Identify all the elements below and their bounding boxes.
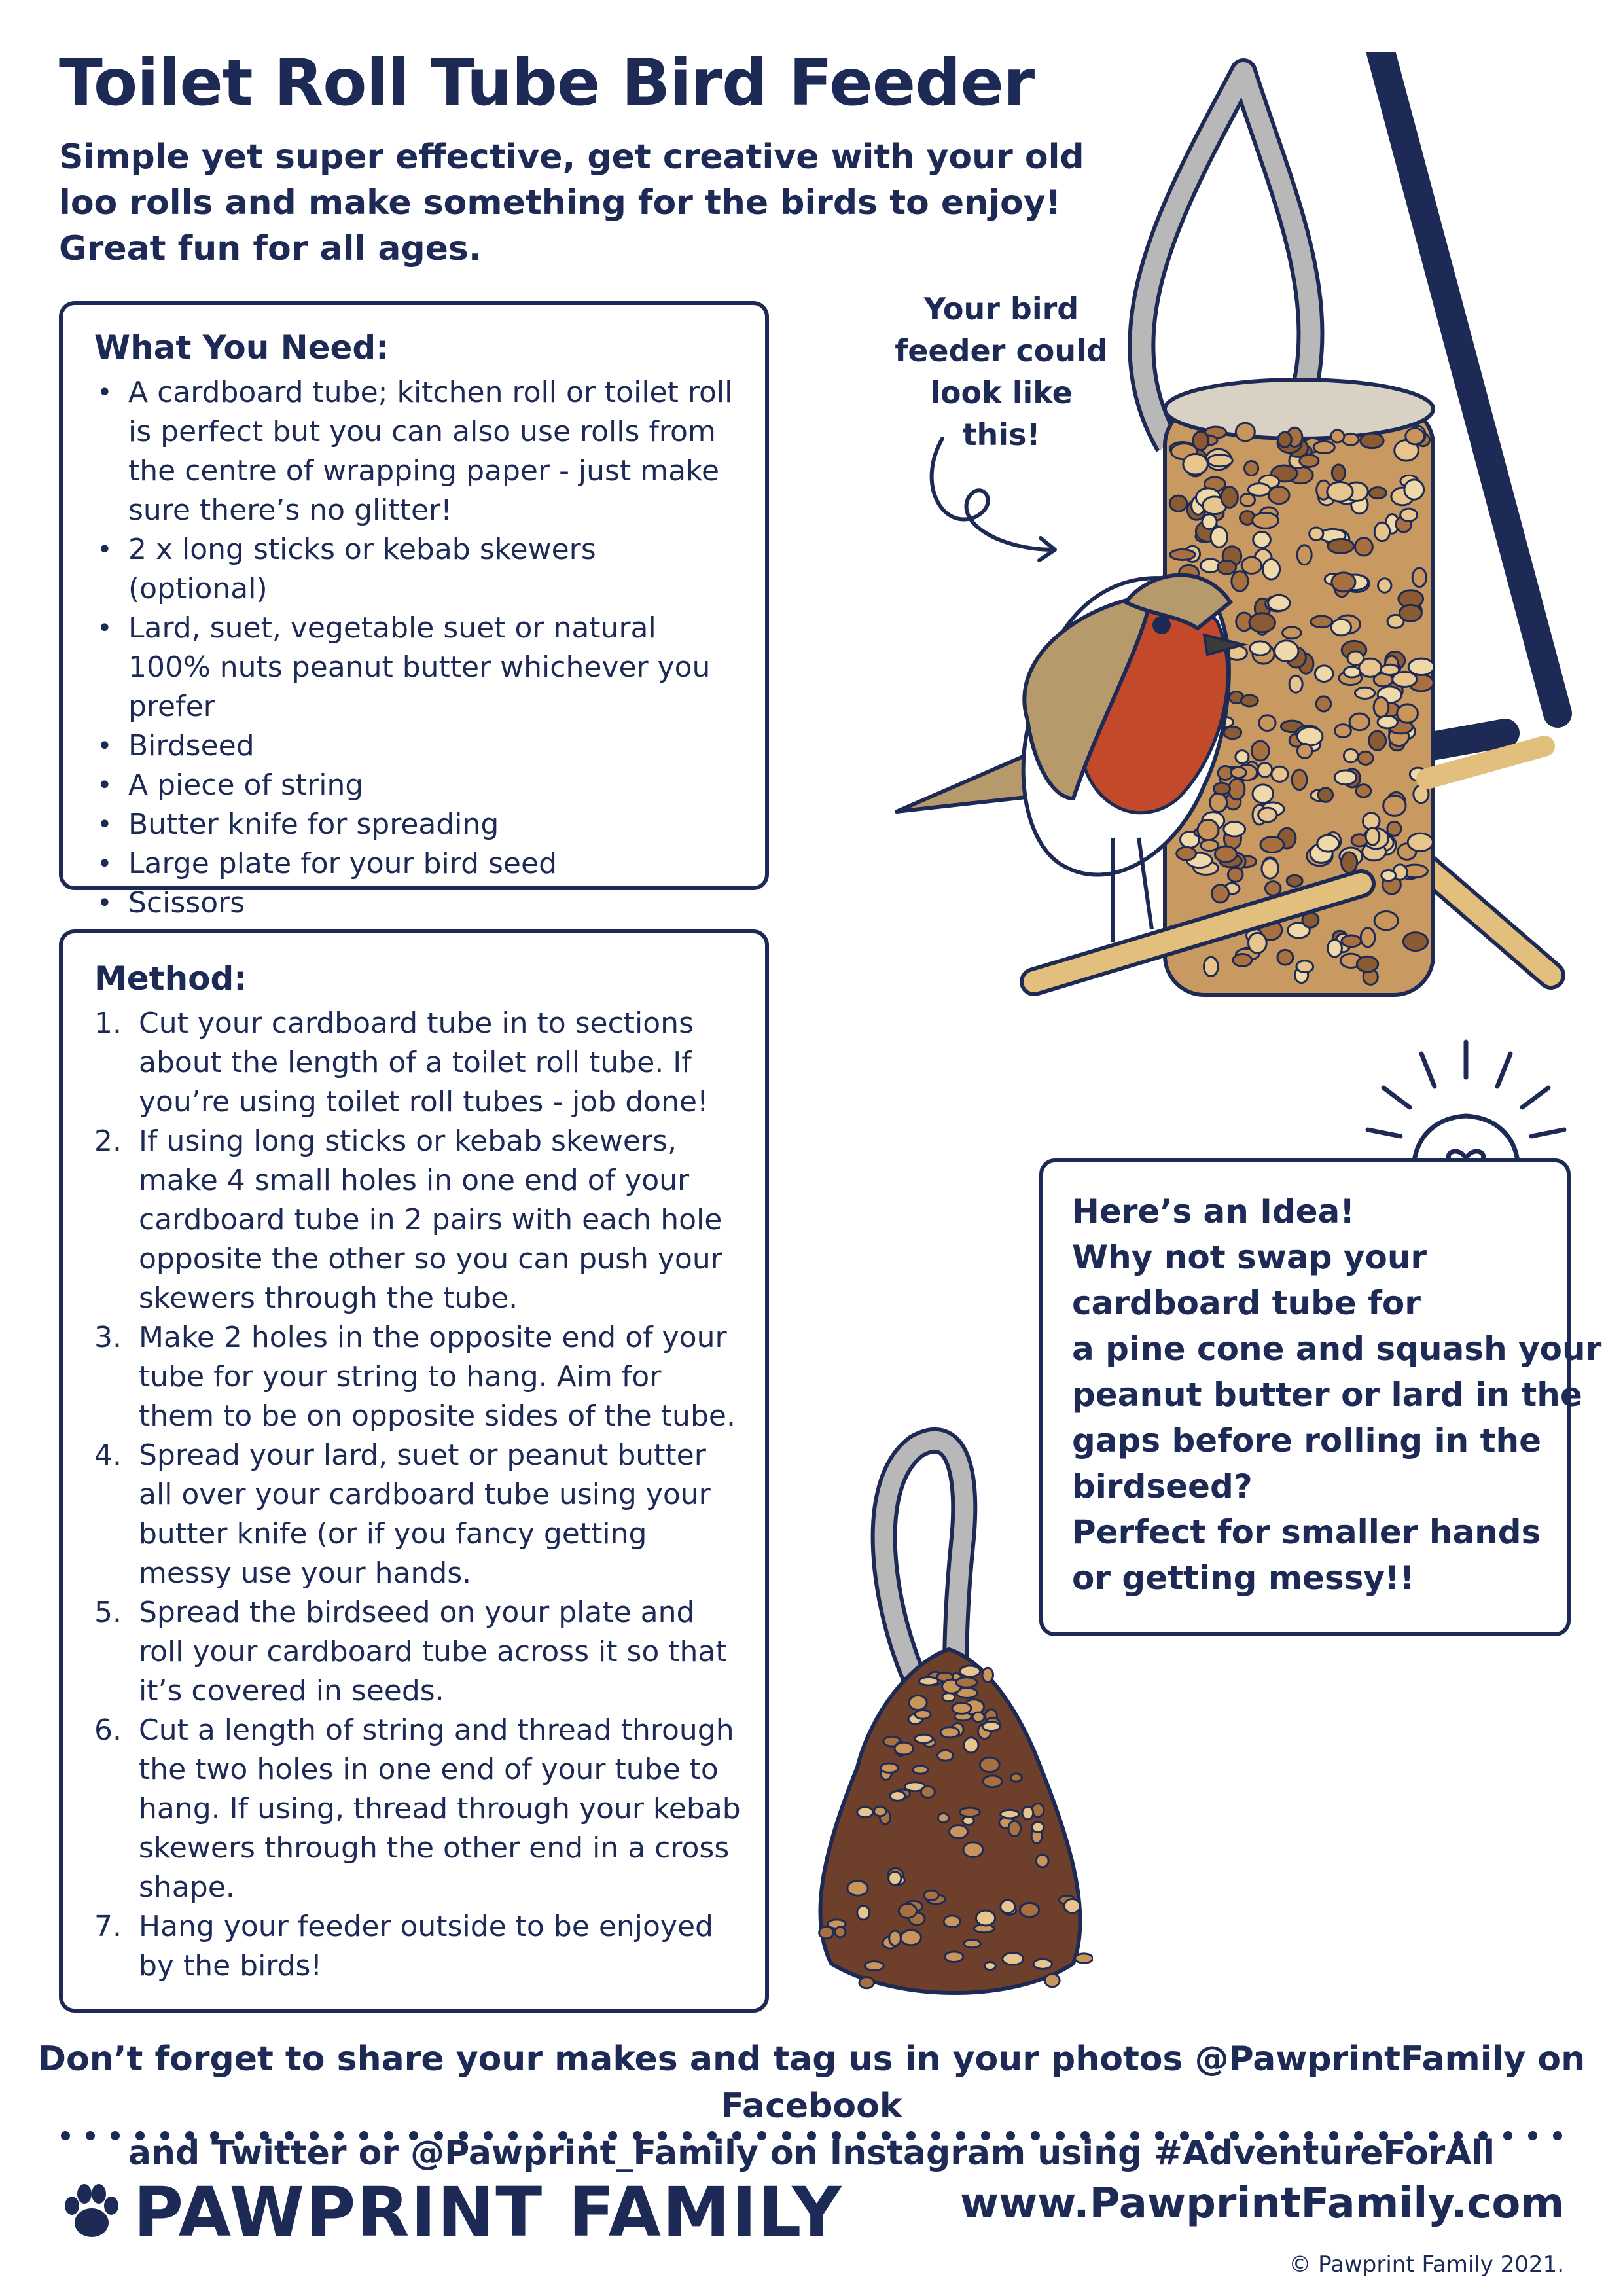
seed xyxy=(972,1712,984,1722)
seed xyxy=(964,1939,980,1947)
method-heading: Method: xyxy=(94,960,247,997)
seed xyxy=(1408,833,1433,851)
step-text: Spread your lard, suet or peanut butter all over your cardboard tube using your butter knife (or if you fancy getting messy use your hands. xyxy=(139,1439,711,1590)
seed xyxy=(1349,713,1370,730)
seed xyxy=(1383,796,1406,816)
seed xyxy=(1369,488,1386,499)
seed xyxy=(1064,1899,1080,1912)
seed xyxy=(1283,627,1301,639)
list-item: • Butter knife for spreading xyxy=(94,805,739,844)
seed xyxy=(1236,751,1249,764)
seed xyxy=(1310,528,1323,540)
seed xyxy=(1342,852,1357,873)
seed xyxy=(1408,658,1434,675)
seed xyxy=(1204,957,1219,976)
seed xyxy=(1202,514,1217,529)
seed xyxy=(1250,641,1270,655)
seed xyxy=(1382,870,1396,880)
seed xyxy=(857,1906,870,1920)
seed xyxy=(919,1677,938,1685)
seed xyxy=(1008,1821,1021,1836)
idea-line: or getting messy!! xyxy=(1072,1559,1415,1597)
step-text: Cut your cardboard tube in to sections about the length of a toilet roll tube. If you’re using toilet roll tubes - job done! xyxy=(139,1007,709,1119)
step-text: Make 2 holes in the opposite end of your tube for your string to hang. Aim for them to be on opposite sides of the tube. xyxy=(139,1321,736,1433)
seed xyxy=(1366,828,1380,845)
idea-box xyxy=(1039,1158,1602,1636)
seed xyxy=(1399,605,1421,621)
seed xyxy=(1403,933,1427,951)
seed xyxy=(865,1962,883,1971)
seed xyxy=(1315,666,1333,682)
seed xyxy=(889,1931,901,1946)
seed xyxy=(1245,461,1258,475)
method-box xyxy=(59,929,769,2013)
seed xyxy=(847,1881,868,1895)
list-item: • Lard, suet, vegetable suet or natural 100% nuts peanut butter whichever you prefer xyxy=(94,609,739,726)
seed xyxy=(1344,667,1360,677)
seed xyxy=(1297,727,1323,745)
seed xyxy=(1183,454,1208,475)
seed xyxy=(1010,1774,1022,1782)
seed xyxy=(1278,432,1292,447)
seed xyxy=(857,1807,873,1818)
seed xyxy=(940,1727,959,1738)
seed xyxy=(982,1722,1000,1731)
seed xyxy=(1258,808,1277,822)
seed xyxy=(1378,716,1397,728)
seed xyxy=(1374,522,1389,541)
seed xyxy=(963,1842,983,1857)
seed xyxy=(1249,933,1267,953)
seed xyxy=(1327,482,1353,501)
seed xyxy=(1262,559,1279,579)
seed xyxy=(874,1806,887,1816)
copyright-notice: © Pawprint Family 2021. xyxy=(1289,2251,1564,2278)
what-you-need-box xyxy=(59,301,769,920)
seed xyxy=(1331,619,1351,636)
bird-feeder-illustration xyxy=(812,52,1584,1047)
seed xyxy=(984,1962,995,1970)
seed xyxy=(1240,493,1255,506)
idea-line: a pine cone and squash your xyxy=(1072,1330,1602,1368)
seed xyxy=(938,1750,954,1761)
idea-line: Perfect for smaller hands xyxy=(1072,1513,1541,1551)
seed xyxy=(1374,912,1398,930)
page-title: Toilet Roll Tube Bird Feeder xyxy=(59,46,1035,120)
step-text: Hang your feeder outside to be enjoyed by the birds! xyxy=(139,1910,713,1982)
seed xyxy=(890,1791,905,1801)
step-number: 5. xyxy=(94,1596,122,1629)
share-message xyxy=(0,2036,1623,2177)
share-line: and Twitter or @Pawprint_Family on Instagram using #AdventureForAll xyxy=(128,2134,1495,2173)
step-number: 1. xyxy=(94,1007,122,1040)
method-step xyxy=(94,1711,745,1907)
seed xyxy=(1241,695,1258,706)
seed xyxy=(1297,545,1311,565)
idea-heading: Here’s an Idea! xyxy=(1072,1193,1355,1230)
seed xyxy=(1260,837,1284,853)
intro-line: Simple yet super effective, get creative with your old xyxy=(59,137,1084,177)
seed xyxy=(1233,954,1252,966)
seed xyxy=(1363,813,1380,829)
idea-line: birdseed? xyxy=(1072,1467,1253,1505)
seed xyxy=(915,1710,931,1719)
seed xyxy=(889,1872,901,1886)
pine-cone-illustration xyxy=(805,1374,1093,2003)
seed xyxy=(1347,651,1364,665)
seed xyxy=(1210,793,1227,812)
list-item: • A piece of string xyxy=(94,766,739,805)
step-number: 3. xyxy=(94,1321,122,1354)
seed xyxy=(915,1734,933,1743)
seed xyxy=(960,1666,980,1677)
seed xyxy=(1406,428,1424,444)
seed xyxy=(1036,1855,1048,1867)
seed xyxy=(950,1825,968,1839)
seed xyxy=(835,1927,846,1937)
seed xyxy=(819,1927,834,1939)
idea-text xyxy=(1072,1189,1602,1601)
seed xyxy=(1001,1900,1015,1913)
method-step xyxy=(94,1593,745,1711)
seed xyxy=(1316,696,1330,711)
seed xyxy=(1215,846,1236,862)
seed xyxy=(980,1757,999,1772)
seed xyxy=(924,1890,938,1900)
seed xyxy=(983,1776,1002,1787)
seed xyxy=(963,1816,974,1825)
method-step xyxy=(94,1907,745,1986)
seed xyxy=(1217,560,1236,574)
seed xyxy=(1262,859,1278,879)
seed xyxy=(1277,950,1293,965)
seed xyxy=(1198,819,1219,840)
seed xyxy=(1033,1959,1052,1969)
seed xyxy=(1228,779,1244,800)
seed xyxy=(1253,512,1279,528)
seed xyxy=(1259,715,1275,731)
seed xyxy=(1328,539,1354,554)
seed xyxy=(1275,641,1298,662)
seed xyxy=(909,1695,927,1710)
list-item: • Large plate for your bird seed xyxy=(94,844,739,884)
step-text: Cut a length of string and thread through the two holes in one end of your tube to hang. If using, thread through your kebab skewers through the other end in a cross shape. xyxy=(139,1713,741,1904)
seed xyxy=(1231,767,1246,778)
seed xyxy=(1356,785,1371,798)
seed xyxy=(1342,935,1361,947)
seed xyxy=(1251,741,1269,761)
step-number: 6. xyxy=(94,1713,122,1747)
seed xyxy=(964,1738,978,1753)
seed xyxy=(1221,487,1238,508)
seed xyxy=(1296,961,1313,973)
idea-line: cardboard tube for xyxy=(1072,1284,1421,1322)
step-number: 7. xyxy=(94,1910,122,1943)
seed xyxy=(1268,595,1290,611)
callout-line: look like this! xyxy=(930,375,1073,452)
seed xyxy=(880,1763,898,1772)
list-item: • Birdseed xyxy=(94,726,739,766)
pawprint-logo xyxy=(59,2172,843,2252)
share-line: Don’t forget to share your makes and tag us in your photos @PawprintFamily on Facebook xyxy=(37,2039,1586,2126)
paw-icon xyxy=(59,2179,124,2245)
seed xyxy=(1361,928,1375,947)
seed xyxy=(921,1786,935,1797)
method-list xyxy=(94,1004,745,1986)
method-step xyxy=(94,1436,745,1593)
seed xyxy=(1201,840,1219,850)
seed xyxy=(1045,1974,1060,1987)
seed xyxy=(1361,433,1383,448)
seed xyxy=(1357,956,1378,972)
seed xyxy=(901,1930,921,1945)
seed xyxy=(1287,875,1302,886)
dotted-divider xyxy=(60,2130,1565,2141)
seed xyxy=(1001,1810,1019,1818)
what-you-need-list xyxy=(94,373,739,923)
seed xyxy=(1032,1822,1044,1833)
seed xyxy=(859,1977,874,1988)
step-number: 2. xyxy=(94,1124,122,1158)
step-text: Spread the birdseed on your plate and roll your cardboard tube across it so that it’s covered in seeds. xyxy=(139,1596,727,1708)
callout-line: feeder could xyxy=(895,333,1108,368)
seed xyxy=(1177,847,1196,860)
method-step xyxy=(94,1122,745,1318)
seed xyxy=(1297,744,1312,758)
seed xyxy=(1317,835,1339,852)
seed xyxy=(1318,788,1332,802)
seed xyxy=(1003,1953,1024,1965)
step-number: 4. xyxy=(94,1439,122,1472)
seed xyxy=(1224,822,1245,836)
seed xyxy=(1378,579,1391,592)
seed xyxy=(944,1916,960,1928)
idea-line: peanut butter or lard in the xyxy=(1072,1376,1582,1414)
seed xyxy=(1022,1806,1033,1819)
list-item: • A cardboard tube; kitchen roll or toilet roll is perfect but you can also use rolls from the centre of wrapping paper - just make sure there’s no glitter! xyxy=(94,373,739,530)
seed xyxy=(938,1813,948,1822)
intro-line: Great fun for all ages. xyxy=(59,229,482,268)
seed xyxy=(1272,766,1288,781)
seed xyxy=(1335,725,1351,738)
step-text: If using long sticks or kebab skewers, make 4 small holes in one end of your cardboard tube in 2 pairs with each hole opposite the other so you can push your skewers through the tube. xyxy=(139,1124,722,1315)
seed xyxy=(1241,557,1261,573)
seed xyxy=(895,1742,913,1755)
seed xyxy=(1236,423,1255,441)
seed xyxy=(899,1904,916,1918)
seed xyxy=(1381,664,1399,675)
seed xyxy=(1358,751,1373,764)
seed xyxy=(1374,697,1389,717)
seed xyxy=(1328,940,1342,957)
seed xyxy=(1268,486,1289,503)
seed xyxy=(1075,1954,1093,1963)
seed xyxy=(1311,616,1332,627)
seed xyxy=(1313,441,1334,453)
seed xyxy=(1020,1903,1039,1917)
method-step xyxy=(94,1318,745,1436)
logo-wordmark: PAWPRINT FAMILY xyxy=(134,2172,843,2252)
seed xyxy=(1332,573,1355,592)
seed xyxy=(945,1952,963,1962)
what-you-need-heading: What You Need: xyxy=(94,329,389,367)
seed xyxy=(1400,509,1418,521)
list-item: • Scissors xyxy=(94,884,739,923)
list-item: • 2 x long sticks or kebab skewers (optional) xyxy=(94,530,739,609)
seed xyxy=(1355,687,1375,698)
seed xyxy=(1332,465,1345,481)
seed xyxy=(1355,538,1372,556)
callout-line: Your bird xyxy=(923,291,1079,327)
seed xyxy=(1265,882,1281,896)
seed xyxy=(1334,770,1356,785)
seed xyxy=(1208,455,1233,467)
seed xyxy=(1258,763,1272,778)
seed xyxy=(1224,726,1241,738)
seed xyxy=(952,1703,971,1714)
website-link[interactable]: www.PawprintFamily.com xyxy=(959,2179,1564,2228)
seed xyxy=(1249,613,1275,632)
seed xyxy=(1344,749,1357,762)
seed xyxy=(1292,770,1307,790)
seed xyxy=(982,1668,993,1682)
seed xyxy=(1211,527,1228,547)
idea-line: Why not swap your xyxy=(1072,1238,1427,1276)
method-step xyxy=(94,1004,745,1122)
seed xyxy=(976,1910,995,1926)
seed xyxy=(1212,885,1229,903)
seed xyxy=(1170,549,1195,560)
seed xyxy=(1387,821,1401,836)
intro-line: loo rolls and make something for the birds to enjoy! xyxy=(59,183,1061,223)
seed xyxy=(1412,568,1426,587)
seed xyxy=(1228,868,1243,882)
seed xyxy=(913,1766,928,1774)
seed xyxy=(956,1677,977,1687)
seed xyxy=(959,1808,980,1816)
seed xyxy=(1404,480,1424,499)
idea-line: gaps before rolling in the xyxy=(1072,1422,1542,1460)
seed xyxy=(1289,675,1302,692)
seed xyxy=(1397,704,1418,723)
seed xyxy=(1253,785,1274,803)
seed xyxy=(1369,731,1386,750)
seed xyxy=(1169,495,1187,511)
seed xyxy=(1232,571,1248,592)
seed xyxy=(1213,783,1230,795)
seed xyxy=(1253,532,1271,548)
seed xyxy=(1330,430,1344,442)
seed xyxy=(942,1693,955,1702)
